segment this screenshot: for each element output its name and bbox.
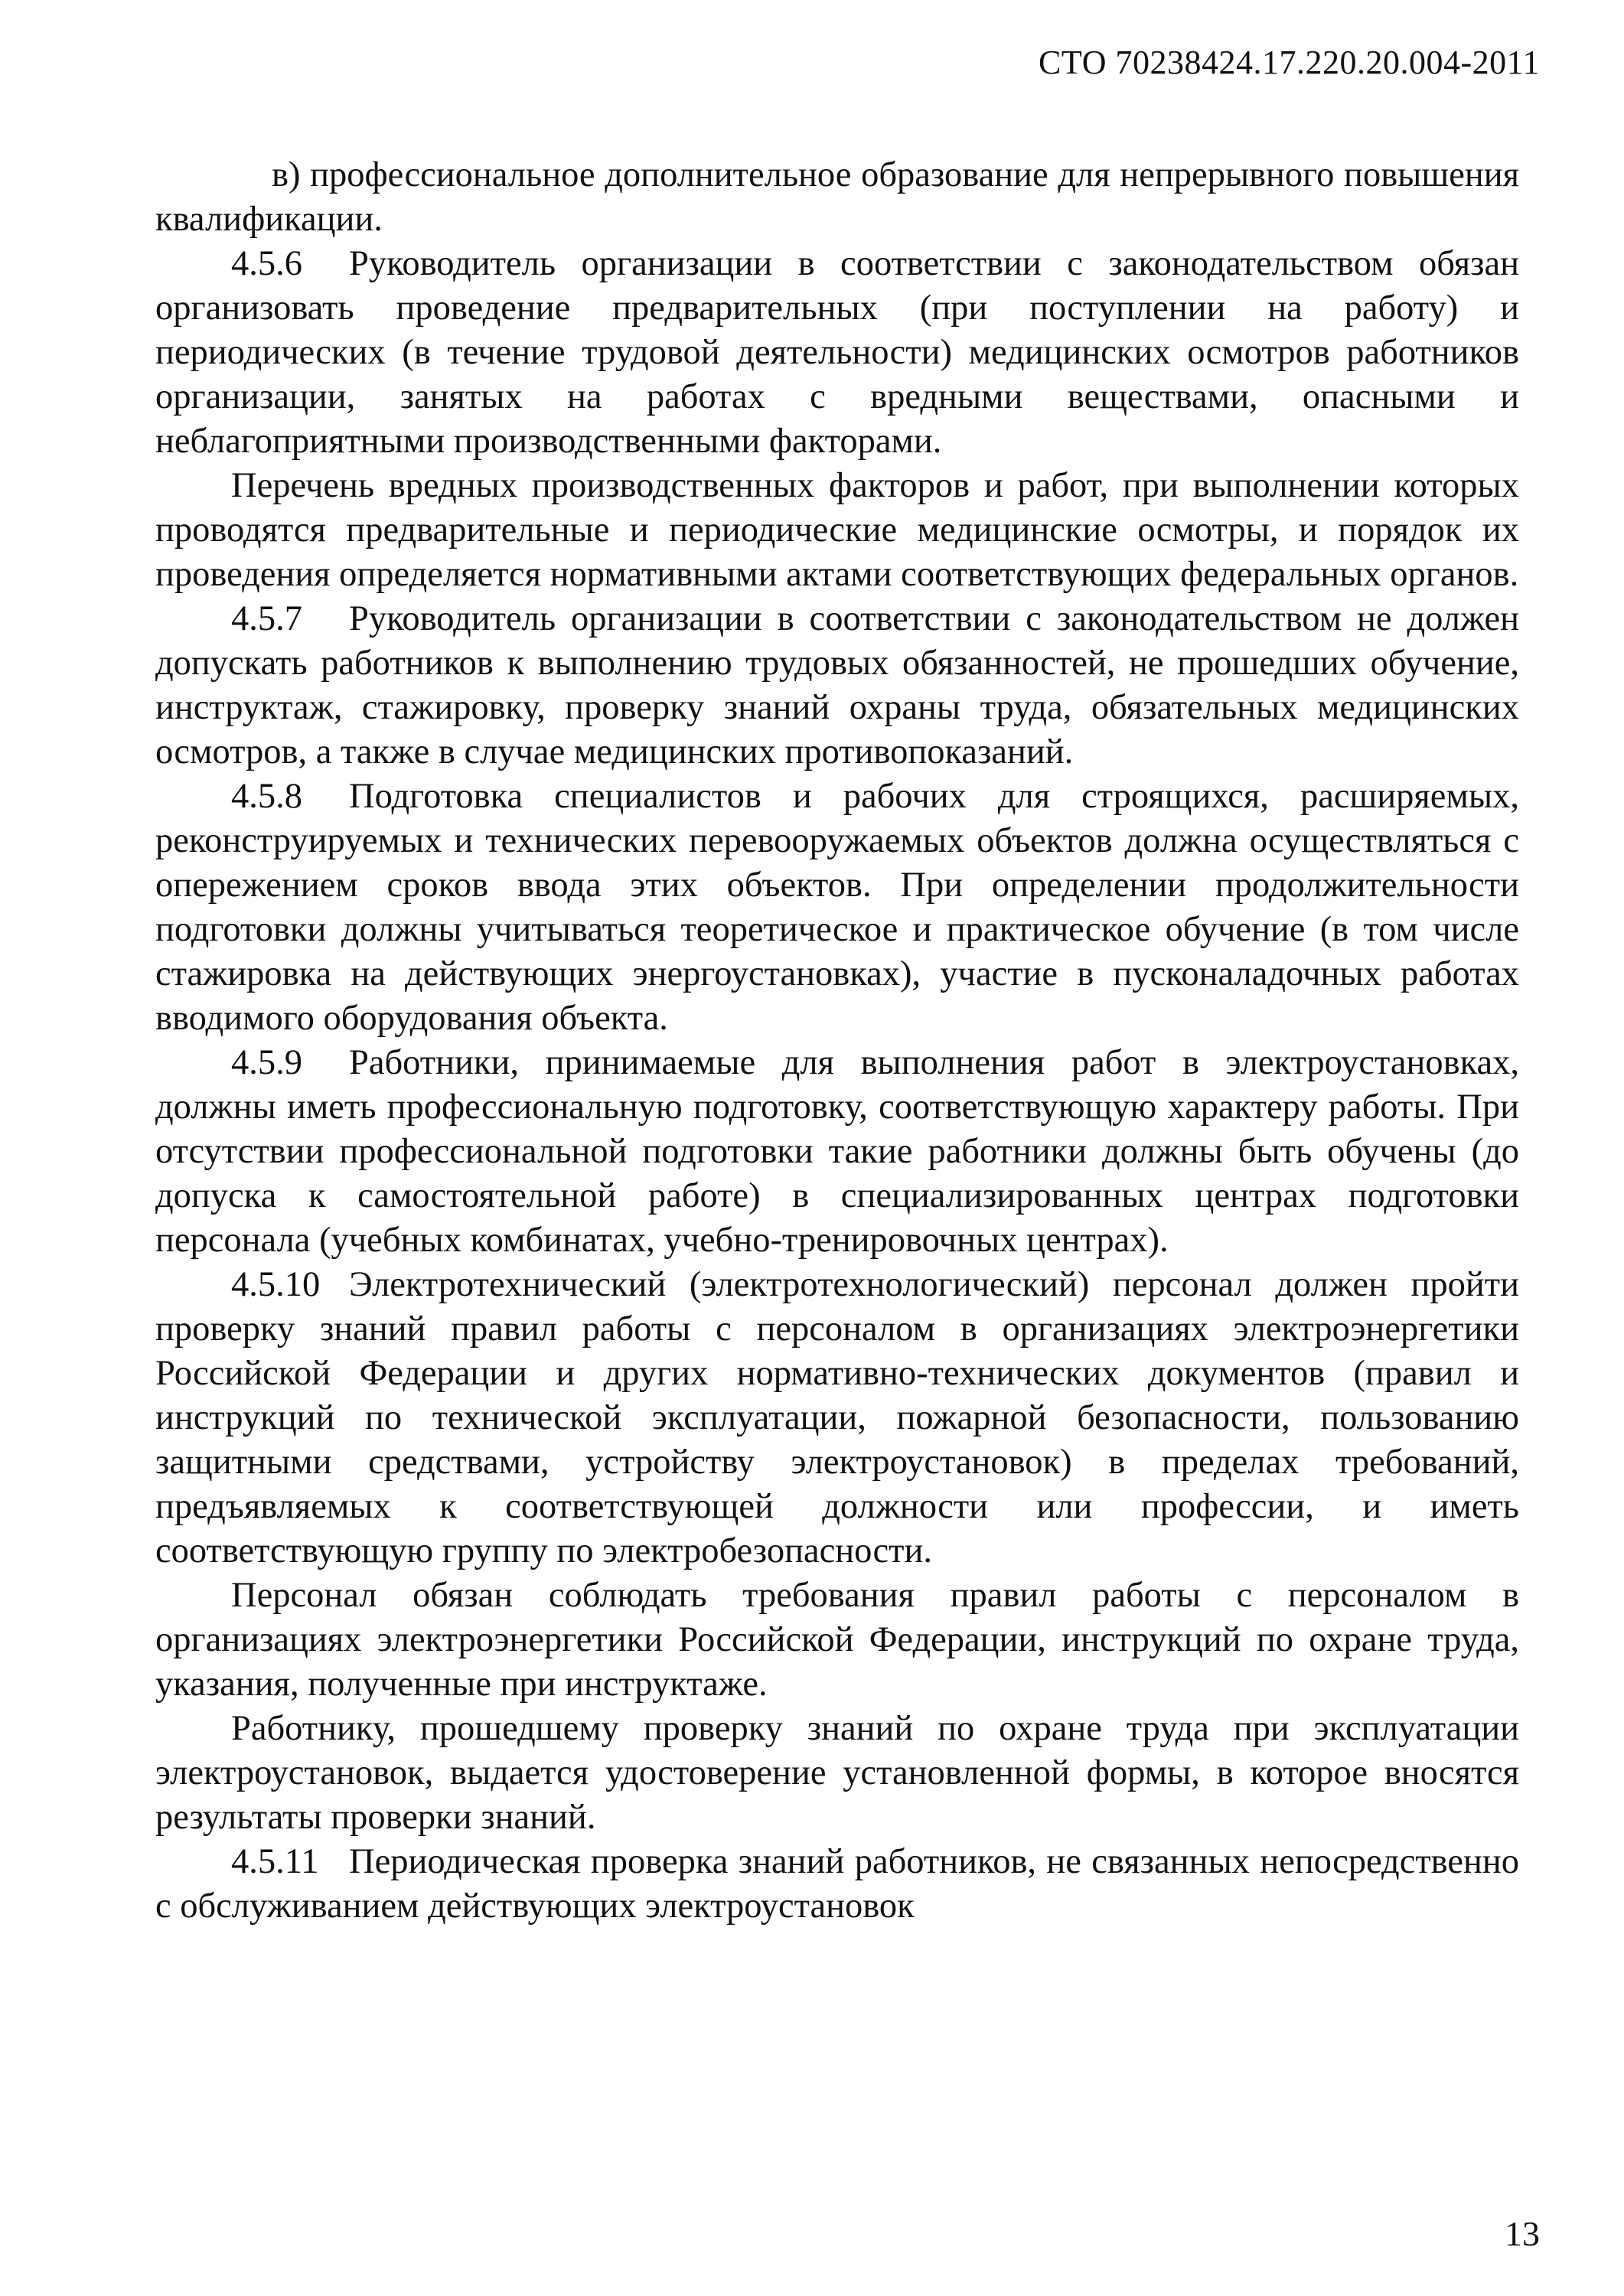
paragraph-text: Руководитель организации в соответствии с законодательством обязан организовать проведение предварительных (при поступлении на работу) и периодических (в течение трудовой деятельности) медицинских осмотров работников организации, занятых на работах с вредными веществами, опасными и неблагоприятными производственными факторами. xyxy=(155,244,1519,461)
paragraph-education-item-c xyxy=(155,153,1519,242)
paragraph-text: в) профессиональное дополнительное образование для непрерывного повышения квалификации. xyxy=(155,155,1519,239)
paragraph-text: Подготовка специалистов и рабочих для строящихся, расширяемых, реконструируемых и технических перевооружаемых объектов должна осуществляться с опережением сроков ввода этих объектов. При определении продолжительности подготовки должны учитываться теоретическое и практическое обучение (в том числе стажировка на действующих энергоустановках), участие в пусконаладочных работах вводимого оборудования объекта. xyxy=(155,777,1519,1038)
clause-number: 4.5.6 xyxy=(231,244,302,283)
paragraph-4-5-10 xyxy=(155,1263,1519,1574)
paragraph-4-5-7 xyxy=(155,597,1519,775)
document-code-header: СТО 70238424.17.220.20.004-2011 xyxy=(1039,44,1540,81)
paragraph-text: Работнику, прошедшему проверку знаний по охране труда при эксплуатации электроустановок, выдается удостоверение установленной формы, в которое вносятся результаты проверки знаний. xyxy=(155,1709,1519,1837)
paragraph-4-5-11 xyxy=(155,1840,1519,1929)
paragraph-text: Периодическая проверка знаний работников, не связанных непосредственно с обслуживанием действующих электроустановок xyxy=(155,1842,1519,1926)
paragraph-4-5-9 xyxy=(155,1041,1519,1263)
clause-number: 4.5.7 xyxy=(231,599,302,638)
clause-number: 4.5.10 xyxy=(231,1265,321,1304)
paragraph-text: Персонал обязан соблюдать требования правил работы с персоналом в организациях электроэнергетики Российской Федерации, инструкций по охране труда, указания, полученные при инструктаже. xyxy=(155,1576,1519,1704)
paragraph-personnel-obligations xyxy=(155,1574,1519,1707)
paragraph-text: Электротехнический (электротехнологический) персонал должен пройти проверку знаний правил работы с персоналом в организациях электроэнергетики Российской Федерации и других нормативно-технических документов (правил и инструкций по технической эксплуатации, пожарной безопасности, пользованию защитными средствами, устройству электроустановок) в пределах требований, предъявляемых к соответствующей должности или профессии, и иметь соответствующую группу по электробезопасности. xyxy=(155,1265,1519,1570)
paragraph-4-5-8 xyxy=(155,775,1519,1041)
clause-number: 4.5.8 xyxy=(231,777,302,816)
paragraph-text: Работники, принимаемые для выполнения работ в электроустановках, должны иметь профессиональную подготовку, соответствующую характеру работы. При отсутствии профессиональной подготовки такие работники должны быть обучены (до допуска к самостоятельной работе) в специализированных центрах подготовки персонала (учебных комбинатах, учебно-тренировочных центрах). xyxy=(155,1043,1519,1260)
paragraph-hazard-factors-list xyxy=(155,464,1519,597)
paragraph-text: Перечень вредных производственных факторов и работ, при выполнении которых проводятся предварительные и периодические медицинские осмотры, и порядок их проведения определяется нормативными актами соответствующих федеральных органов. xyxy=(155,466,1519,594)
document-body xyxy=(155,153,1519,1929)
clause-number: 4.5.9 xyxy=(231,1043,302,1082)
page-number: 13 xyxy=(1505,2214,1540,2253)
clause-number: 4.5.11 xyxy=(231,1842,319,1881)
paragraph-4-5-6 xyxy=(155,242,1519,464)
paragraph-certificate-issuance xyxy=(155,1707,1519,1840)
paragraph-text: Руководитель организации в соответствии с законодательством не должен допускать работников к выполнению трудовых обязанностей, не прошедших обучение, инструктаж, стажировку, проверку знаний охраны труда, обязательных медицинских осмотров, а также в случае медицинских противопоказаний. xyxy=(155,599,1519,771)
